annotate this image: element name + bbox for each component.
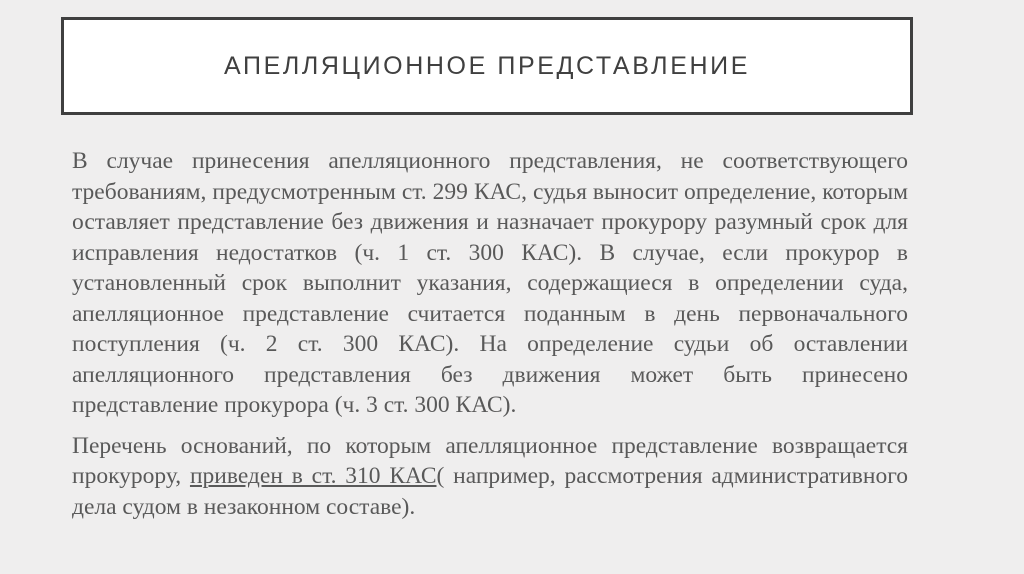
paragraph-1: В случае принесения апелляционного представления, не соответствующего требованиям, предусмотренным ст. 299 КАС, судья выносит определение, которым оставляет представление без движения и назначает прокурору разумный срок для исправления недостатков (ч. 1 ст. 300 КАС). В случае, если прокурор в установленный срок выполнит указания, содержащиеся в определении суда, апелляционное представление считается поданным в день первоначального поступления (ч. 2 ст. 300 КАС). На определение судьи об оставлении апелляционного представления без движения может быть принесено представление прокурора (ч. 3 ст. 300 КАС). xyxy=(72,148,908,418)
paragraph-2 xyxy=(72,431,908,523)
paragraph-2-start: Перечень оснований, по которым апелляционное представление возвращается прокурору, xyxy=(72,432,908,489)
article-310-link[interactable]: приведен в ст. 310 КАС xyxy=(189,463,437,489)
paragraph-2-end: ( например, рассмотрения административного дела судом в незаконном составе). xyxy=(72,463,908,520)
slide-title: АПЕЛЛЯЦИОННОЕ ПРЕДСТАВЛЕНИЕ xyxy=(224,51,750,80)
body-text xyxy=(72,146,908,522)
title-box xyxy=(61,17,913,115)
